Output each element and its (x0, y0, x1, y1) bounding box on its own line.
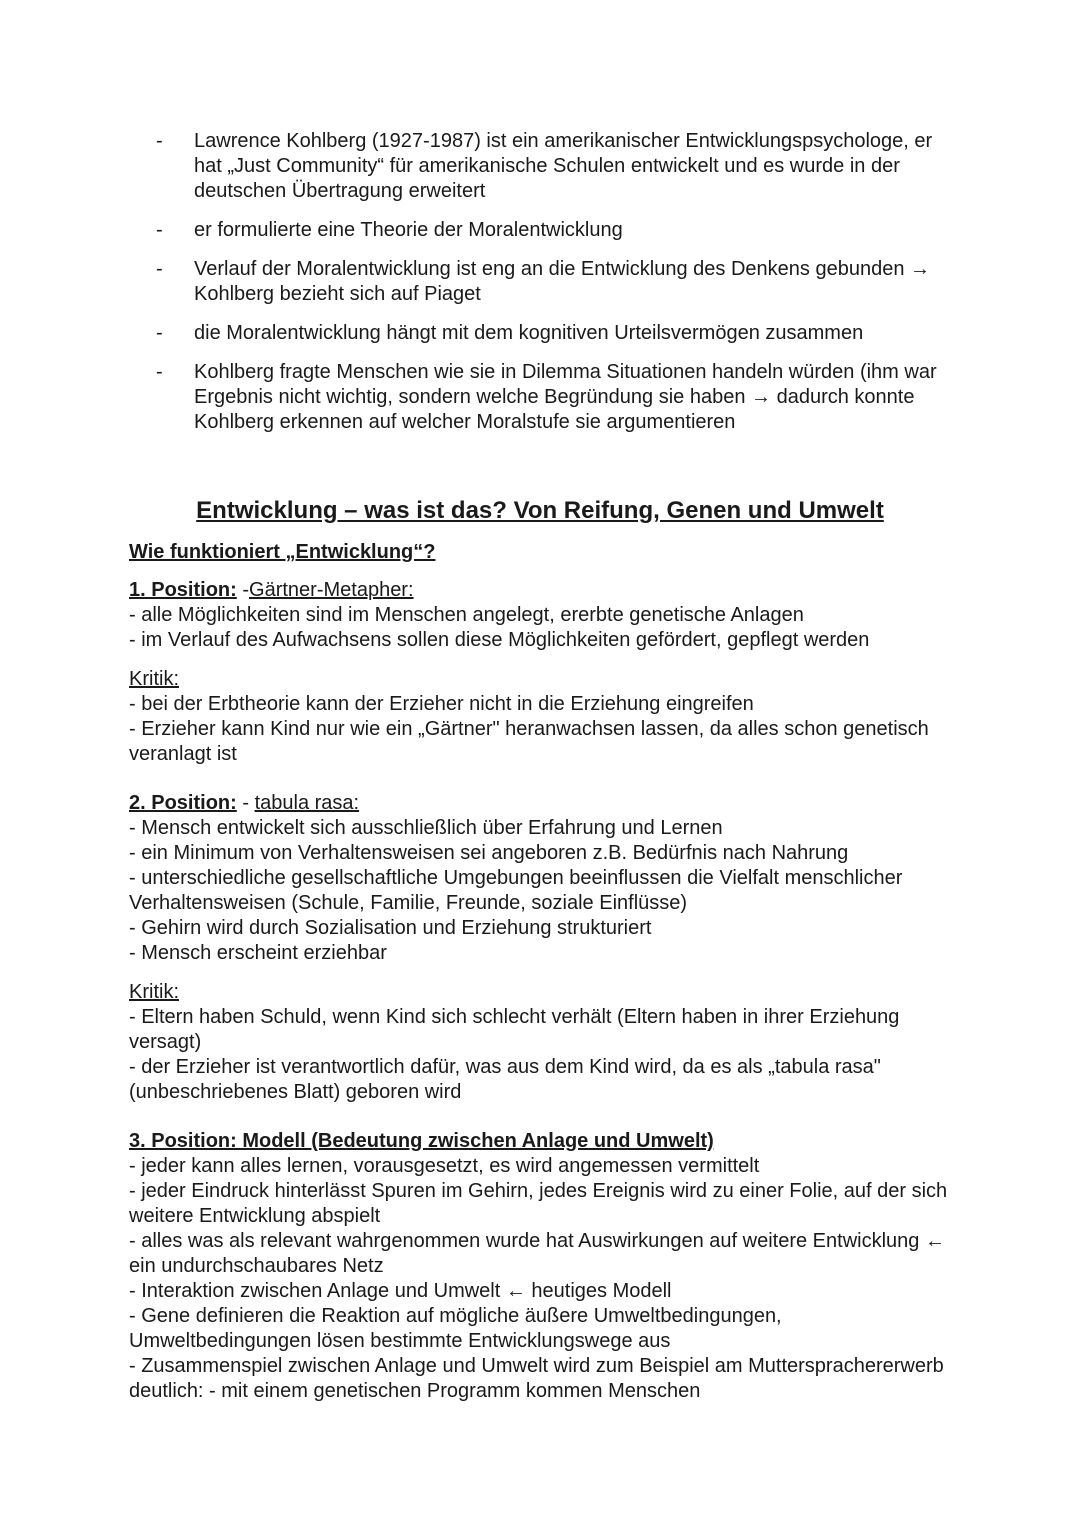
section-content (129, 540, 969, 1418)
kohlberg-bullet-list (140, 129, 960, 449)
kritik-label: Kritik: (129, 668, 179, 690)
kritik-line: - Erzieher kann Kind nur wie ein „Gärtner" heranwachsen lassen, da alles schon genetisch veranlagt ist (129, 718, 929, 765)
position-3-block (129, 1129, 969, 1404)
kritik-line: - Eltern haben Schuld, wenn Kind sich schlecht verhält (Eltern haben in ihrer Erziehung versagt) (129, 1006, 900, 1053)
bullet-text: die Moralentwicklung hängt mit dem kognitiven Urteilsvermögen zusammen (194, 322, 864, 344)
bullet-dash: - (156, 130, 163, 152)
position-2-block (129, 791, 969, 966)
position-2-name: tabula rasa: (254, 792, 360, 814)
position-2-kritik-block (129, 980, 969, 1105)
bullet-dash: - (156, 322, 163, 344)
position-3-line: - Gene definieren die Reaktion auf mögliche äußere Umweltbedingungen, Umweltbedingungen lösen bestimmte Entwicklungswege aus (129, 1305, 782, 1352)
position-1-block (129, 578, 969, 653)
position-1-line: - im Verlauf des Aufwachsens sollen diese Möglichkeiten gefördert, gepflegt werden (129, 629, 870, 651)
position-2-line: - unterschiedliche gesellschaftliche Umgebungen beeinflussen die Vielfalt menschlicher Verhaltensweisen (Schule, Familie, Freunde, soziale Einflüsse) (129, 867, 903, 914)
bullet-dash: - (156, 361, 163, 383)
bullet-text: er formulierte eine Theorie der Moralentwicklung (194, 219, 623, 241)
subtitle: Wie funktioniert „Entwicklung“? (129, 541, 436, 563)
kritik-label: Kritik: (129, 981, 179, 1003)
bullet-dash: - (156, 219, 163, 241)
position-2-line: - Gehirn wird durch Sozialisation und Erziehung strukturiert (129, 917, 652, 939)
section-title: Entwicklung – was ist das? Von Reifung, Genen und Umwelt (196, 497, 884, 524)
list-item (140, 218, 960, 243)
position-3-line: - jeder kann alles lernen, vorausgesetzt, es wird angemessen vermittelt (129, 1155, 760, 1177)
list-item (140, 257, 960, 307)
position-3-line: - Interaktion zwischen Anlage und Umwelt ← heutiges Modell (129, 1280, 672, 1302)
position-2-line: - Mensch entwickelt sich ausschließlich über Erfahrung und Lernen (129, 817, 723, 839)
position-2-heading (129, 791, 969, 816)
bullet-text: Lawrence Kohlberg (1927-1987) ist ein amerikanischer Entwicklungspsychologe, er hat „Just Community“ für amerikanische Schulen entwickelt und es wurde in der deutschen Übertragung erweitert (194, 130, 933, 202)
kritik-line: - bei der Erbtheorie kann der Erzieher nicht in die Erziehung eingreifen (129, 693, 754, 715)
position-2-line: - ein Minimum von Verhaltensweisen sei angeboren z.B. Bedürfnis nach Nahrung (129, 842, 849, 864)
kritik-line: - der Erzieher ist verantwortlich dafür, was aus dem Kind wird, da es als „tabula rasa" (unbeschriebenes Blatt) geboren wird (129, 1056, 881, 1103)
position-1-kritik-block (129, 667, 969, 767)
position-2-label: 2. Position: (129, 792, 237, 814)
bullet-text: Kohlberg fragte Menschen wie sie in Dilemma Situationen handeln würden (ihm war Ergebnis nicht wichtig, sondern welche Begründung sie haben → dadurch konnte Kohlberg erkennen auf welcher Moralstufe sie argumentieren (194, 361, 937, 433)
position-3-line: - Zusammenspiel zwischen Anlage und Umwelt wird zum Beispiel am Muttersprachererwerb deutlich: - mit einem genetischen Programm kommen Menschen (129, 1355, 944, 1402)
bullet-text: Verlauf der Moralentwicklung ist eng an die Entwicklung des Denkens gebunden → Kohlberg bezieht sich auf Piaget (194, 258, 930, 305)
position-1-line: - alle Möglichkeiten sind im Menschen angelegt, ererbte genetische Anlagen (129, 604, 804, 626)
list-item (140, 321, 960, 346)
list-item (140, 360, 960, 435)
position-1-name: Gärtner-Metapher: (249, 579, 414, 601)
position-1-label: 1. Position: (129, 579, 237, 601)
bullet-dash: - (156, 258, 163, 280)
position-2-prefix: - (236, 792, 255, 814)
position-3-line: - jeder Eindruck hinterlässt Spuren im Gehirn, jedes Ereignis wird zu einer Folie, auf der sich weitere Entwicklung abspielt (129, 1180, 948, 1227)
position-1-heading (129, 578, 969, 603)
position-3-heading: 3. Position: Modell (Bedeutung zwischen Anlage und Umwelt) (129, 1130, 714, 1152)
position-1-prefix: - (236, 579, 250, 601)
position-3-line: - alles was als relevant wahrgenommen wurde hat Auswirkungen auf weitere Entwicklung ← ein undurchschaubares Netz (129, 1230, 945, 1277)
list-item (140, 129, 960, 204)
position-2-line: - Mensch erscheint erziehbar (129, 942, 387, 964)
